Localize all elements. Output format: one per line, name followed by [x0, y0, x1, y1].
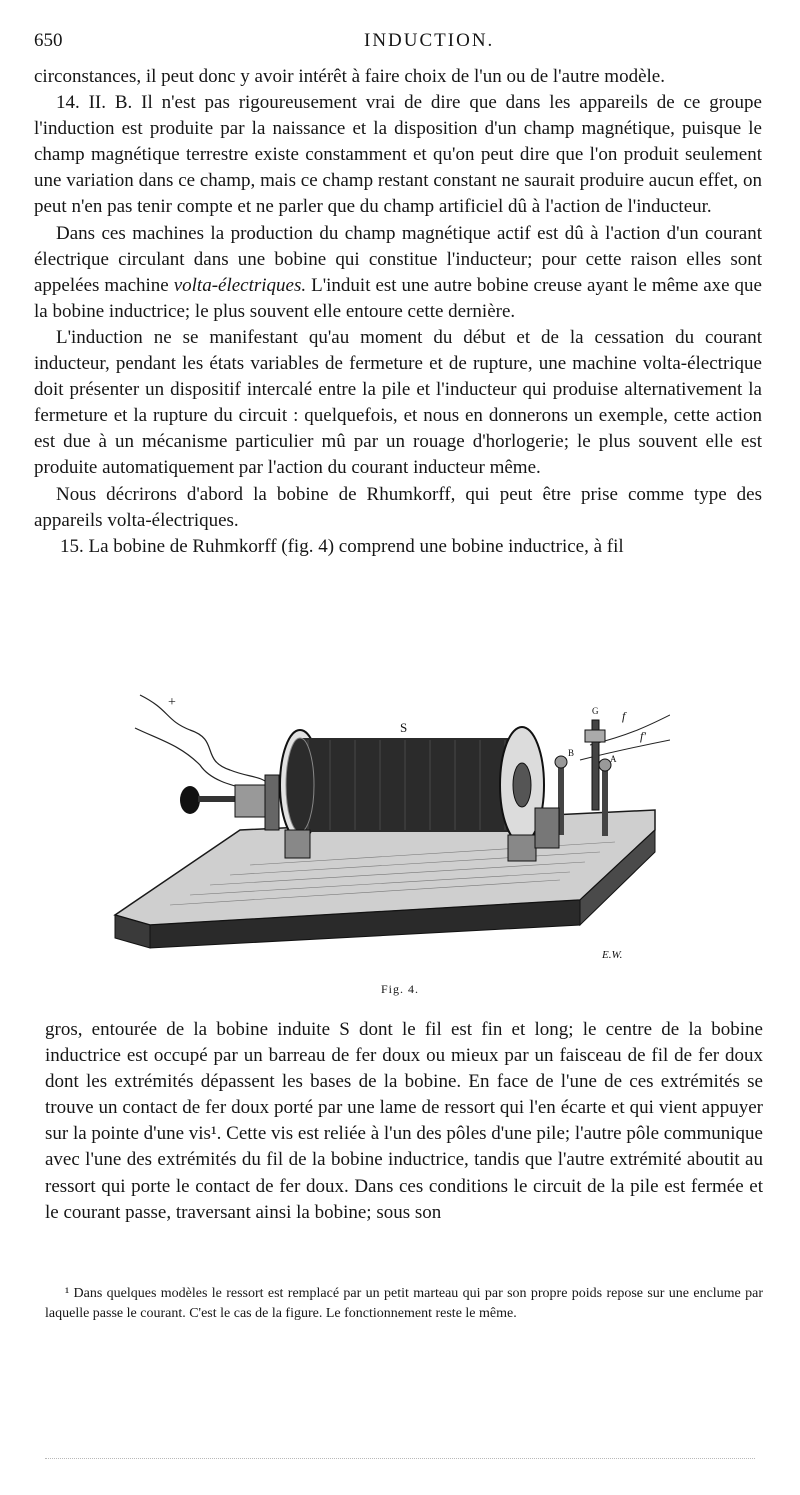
- ruhmkorff-coil-illustration: [110, 690, 670, 975]
- coil-body: [300, 738, 515, 832]
- italic-term: volta-électriques.: [173, 274, 307, 296]
- footnote-text: ¹ Dans quelques modèles le ressort est remplacé par un petit marteau qui par son propre poids repose sur une enclume par laquelle passe le courant. C'est le cas de la figure. Le fonctionnement reste le même.: [45, 1286, 763, 1321]
- running-header: [34, 30, 764, 54]
- label-f: f: [622, 709, 626, 723]
- paragraph: circonstances, il peut donc y avoir intérêt à faire choix de l'un ou de l'autre modèle.: [34, 66, 665, 87]
- terminal-a-post: [602, 768, 608, 836]
- paragraph: gros, entourée de la bobine induite S dont le fil est fin et long; le centre de la bobine inductrice est occupé par un barreau de fer doux ou mieux par un faisceau de fil de fer doux dont les extrémités dépassent les bases de la bobine. En face de l'une de ces extrémités se trouve un contact de fer doux porté par une lame de ressort qui l'en écarte et qui vient appuyer sur la pointe d'une vis¹. Cette vis est reliée à l'un des pôles d'une pile; l'autre pôle communique avec l'une des extrémités du fil de la bobine inductrice, tandis que l'autre extrémité aboutit au ressort qui porte le contact de fer doux. Dans ces conditions le circuit de la pile est fermée et le courant passe, traversant ainsi la bobine; sous son: [45, 1019, 763, 1223]
- paragraph-14: 14. II. B. Il n'est pas rigoureusement vrai de dire que dans les appareils de ce groupe l'induction est produite par la naissance et la disposition d'un champ magnétique, puisque le champ magnétique terrestre existe constamment et qu'on peut dire que l'on produit seulement une variation dans ce champ, mais ce champ restant constant ne saurait produire aucun effet, on peut n'en pas tenir compte et ne parler que du champ artificiel dû à l'action de l'inducteur.: [34, 92, 762, 218]
- left-support: [285, 830, 310, 858]
- label-g: G: [592, 706, 599, 716]
- figure-caption: Fig. 4.: [380, 982, 419, 996]
- paragraph: L'induction ne se manifestant qu'au moment du début et de la cessation du courant inducteur, pendant les états variables de fermeture et de rupture, une machine volta-électrique doit présenter un dispositif intercalé entre la pile et l'inducteur qui produise alternativement la fermeture et la rupture du circuit : quelquefois, et nous en donnerons un exemple, cette action est due à un mécanisme particulier mû par un rouage d'horlogerie; le plus souvent elle est produite automatiquement par l'action du courant inducteur même.: [34, 326, 762, 479]
- coil-left-flange-front: [286, 738, 314, 832]
- terminal-g-cap: [585, 730, 605, 742]
- commutator: [535, 808, 559, 848]
- body-text-bottom: [45, 1017, 763, 1226]
- paragraph-15: 15. La bobine de Ruhmkorff (fig. 4) comprend une bobine inductrice, à fil: [60, 535, 624, 557]
- engraver-signature: E.W.: [602, 949, 623, 961]
- terminal-b-head: [555, 756, 567, 768]
- paragraph-text: L'induit est une autre bobine creuse ayant le même axe que la bobine inductrice; le plus souvent elle entoure cette dernière.: [34, 274, 762, 322]
- interrupter-plate: [265, 775, 279, 830]
- running-title: INDUCTION.: [364, 30, 495, 51]
- label-b: B: [568, 748, 575, 758]
- label-f-prime: f': [640, 729, 646, 743]
- label-s: S: [400, 720, 408, 735]
- right-support: [508, 835, 536, 861]
- interrupter-knob: [180, 786, 200, 814]
- paragraph-text: Dans ces machines la production du champ magnétique actif est dû à l'action d'un courant électrique circulant dans une bobine qui constitue l'inducteur; pour cette raison elles sont appelées machine: [34, 222, 762, 296]
- label-plus: +: [168, 695, 176, 710]
- wire-minus: [135, 728, 250, 790]
- bottom-rule: [45, 1458, 755, 1459]
- coil-core-end: [513, 763, 531, 807]
- footnote: [45, 1284, 763, 1323]
- body-text-top: [34, 64, 762, 560]
- paragraph: Nous décrirons d'abord la bobine de Rhumkorff, qui peut être prise comme type des appareils volta-électriques.: [34, 483, 762, 531]
- label-a: A: [610, 754, 617, 764]
- page-number: 650: [34, 30, 63, 51]
- paragraph: [34, 221, 762, 325]
